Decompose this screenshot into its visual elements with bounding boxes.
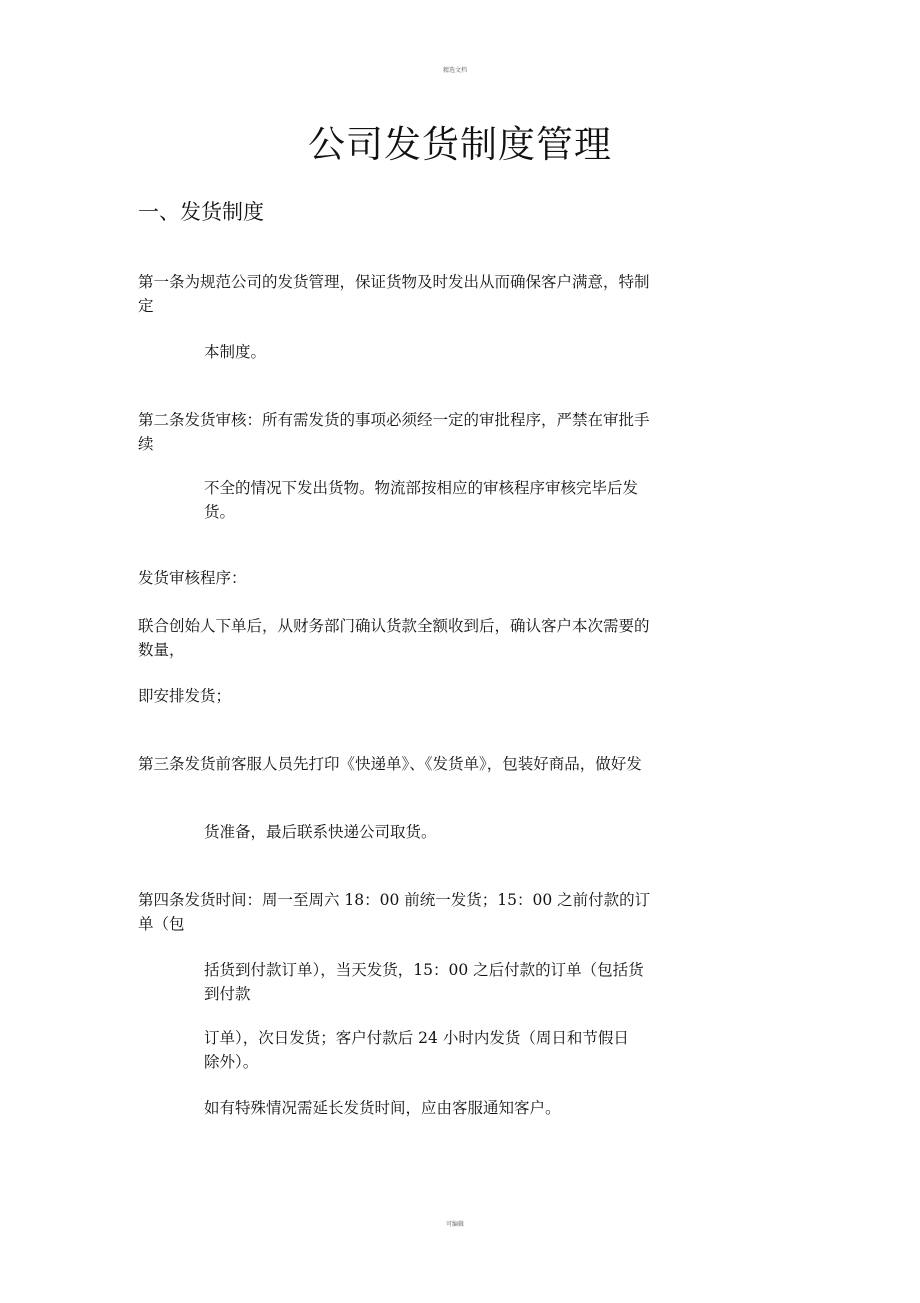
paragraph: 第二条发货审核：所有需发货的事项必须经一定的审批程序，严禁在审批手续 [138, 411, 650, 453]
paragraph: 不全的情况下发出货物。物流部按相应的审核程序审核完毕后发货。 [204, 479, 639, 521]
paragraph: 如有特殊情况需延长发货时间，应由客服通知客户。 [204, 1099, 561, 1117]
paragraph: 发货审核程序： [138, 569, 247, 587]
paragraph: 第四条发货时间：周一至周六 18：00 前统一发货；15：00 之前付款的订单（包 [138, 891, 651, 933]
paragraph: 第三条发货前客服人员先打印《快递单》、《发货单》，包装好商品，做好发 [138, 755, 642, 773]
paragraph: 订单），次日发货；客户付款后 24 小时内发货（周日和节假日除外）。 [204, 1029, 629, 1071]
paragraph: 本制度。 [204, 343, 267, 361]
header-watermark: 精选文档 [442, 67, 467, 74]
page-title: 公司发货制度管理 [308, 123, 612, 166]
paragraph: 即安排发货； [138, 687, 232, 705]
paragraph: 第一条为规范公司的发货管理，保证货物及时发出从而确保客户满意，特制定 [138, 273, 650, 315]
paragraph: 联合创始人下单后，从财务部门确认货款全额收到后，确认客户本次需要的数量， [138, 617, 650, 659]
section-heading: 一、发货制度 [138, 200, 264, 224]
paragraph: 货准备，最后联系快递公司取货。 [204, 823, 437, 841]
paragraph: 括货到付款订单），当天发货，15：00 之后付款的订单（包括货到付款 [204, 961, 644, 1003]
footer-watermark: 可编辑 [445, 1221, 464, 1228]
